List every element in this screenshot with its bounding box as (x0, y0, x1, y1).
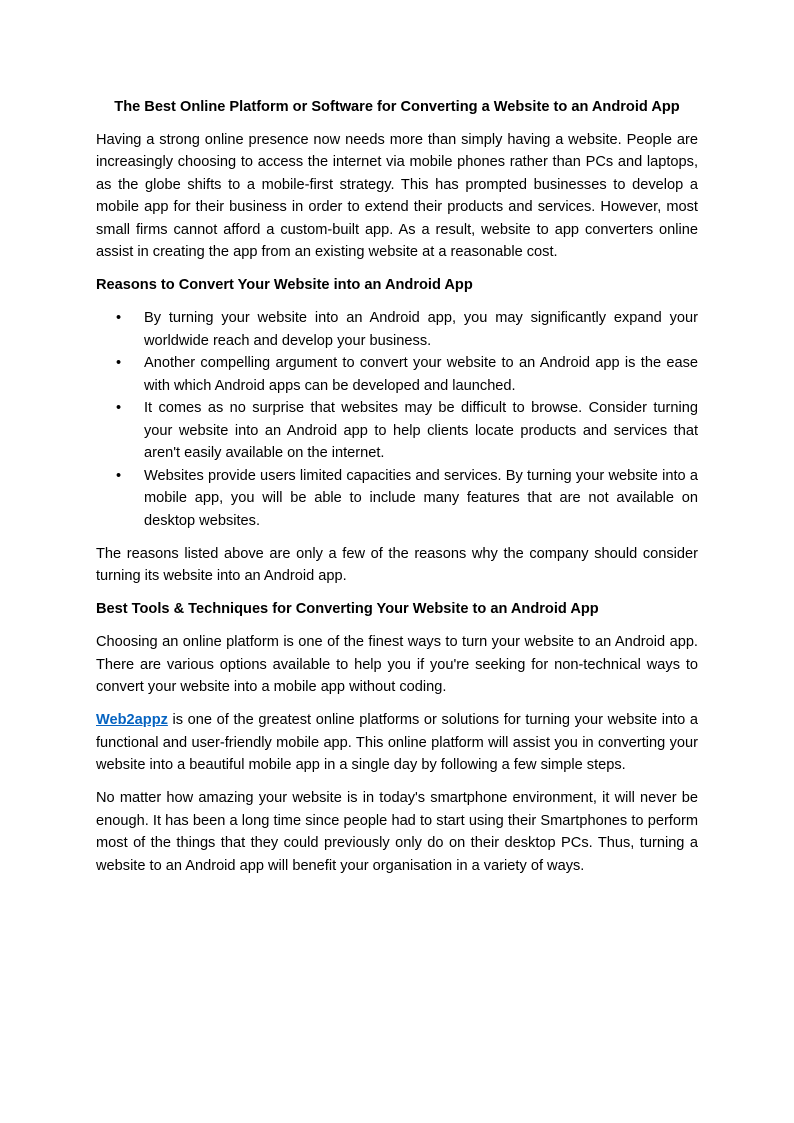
section-heading-reasons: Reasons to Convert Your Website into an Android App (96, 277, 473, 293)
list-item-text: By turning your website into an Android app, you may significantly expand your worldwide reach and develop your business. (144, 310, 698, 349)
list-item (96, 465, 698, 533)
reasons-closing-paragraph: The reasons listed above are only a few of the reasons why the company should consider turning its website into an Android app. (96, 545, 698, 584)
list-item (96, 397, 698, 465)
document-title: The Best Online Platform or Software for Converting a Website to an Android App (114, 99, 680, 115)
intro-paragraph: Having a strong online presence now needs more than simply having a website. People are increasingly choosing to access the internet via mobile phones rather than PCs and laptops, as the globe shifts to a mobile-first strategy. This has prompted businesses to develop a mobile app for their business in order to extend their products and services. However, most small firms cannot afford a custom-built app. As a result, website to app converters online assist in creating the app from an existing website at a reasonable cost. (96, 131, 698, 260)
list-item (96, 307, 698, 352)
bullet-icon: • (116, 467, 122, 484)
section-heading-tools: Best Tools & Techniques for Converting Your Website to an Android App (96, 601, 599, 617)
list-item-text: It comes as no surprise that websites may be difficult to browse. Consider turning your website into an Android app to help clients locate products and services that aren't easily available on the internet. (144, 400, 698, 461)
web2appz-link[interactable]: Web2appz (96, 712, 168, 728)
bullet-icon: • (116, 400, 122, 416)
web2appz-paragraph-text: is one of the greatest online platforms or solutions for turning your website into a functional and user-friendly mobile app. This online platform will assist you in converting your website into a beautiful mobile app in a single day by following a few simple steps. (96, 712, 698, 773)
web2appz-paragraph (96, 709, 698, 777)
document-page (96, 96, 698, 888)
list-item-text: Another compelling argument to convert your website to an Android app is the ease with which Android apps can be developed and launched. (144, 355, 698, 394)
reasons-list (96, 307, 698, 532)
list-item (96, 352, 698, 397)
bullet-icon: • (116, 310, 122, 326)
tools-paragraph: Choosing an online platform is one of the finest ways to turn your website to an Android app. There are various options available to help you if you're seeking for non-technical ways to convert your website into a mobile app without coding. (96, 634, 698, 695)
list-item-text: Websites provide users limited capacities and services. By turning your website into a mobile app, you will be able to include many features that are not available on desktop websites. (144, 467, 698, 529)
bullet-icon: • (116, 355, 122, 371)
conclusion-paragraph: No matter how amazing your website is in today's smartphone environment, it will never be enough. It has been a long time since people had to start using their Smartphones to perform most of the things that they could previously only do on their desktop PCs. Thus, turning a website to an Android app will benefit your organisation in a variety of ways. (96, 790, 698, 874)
